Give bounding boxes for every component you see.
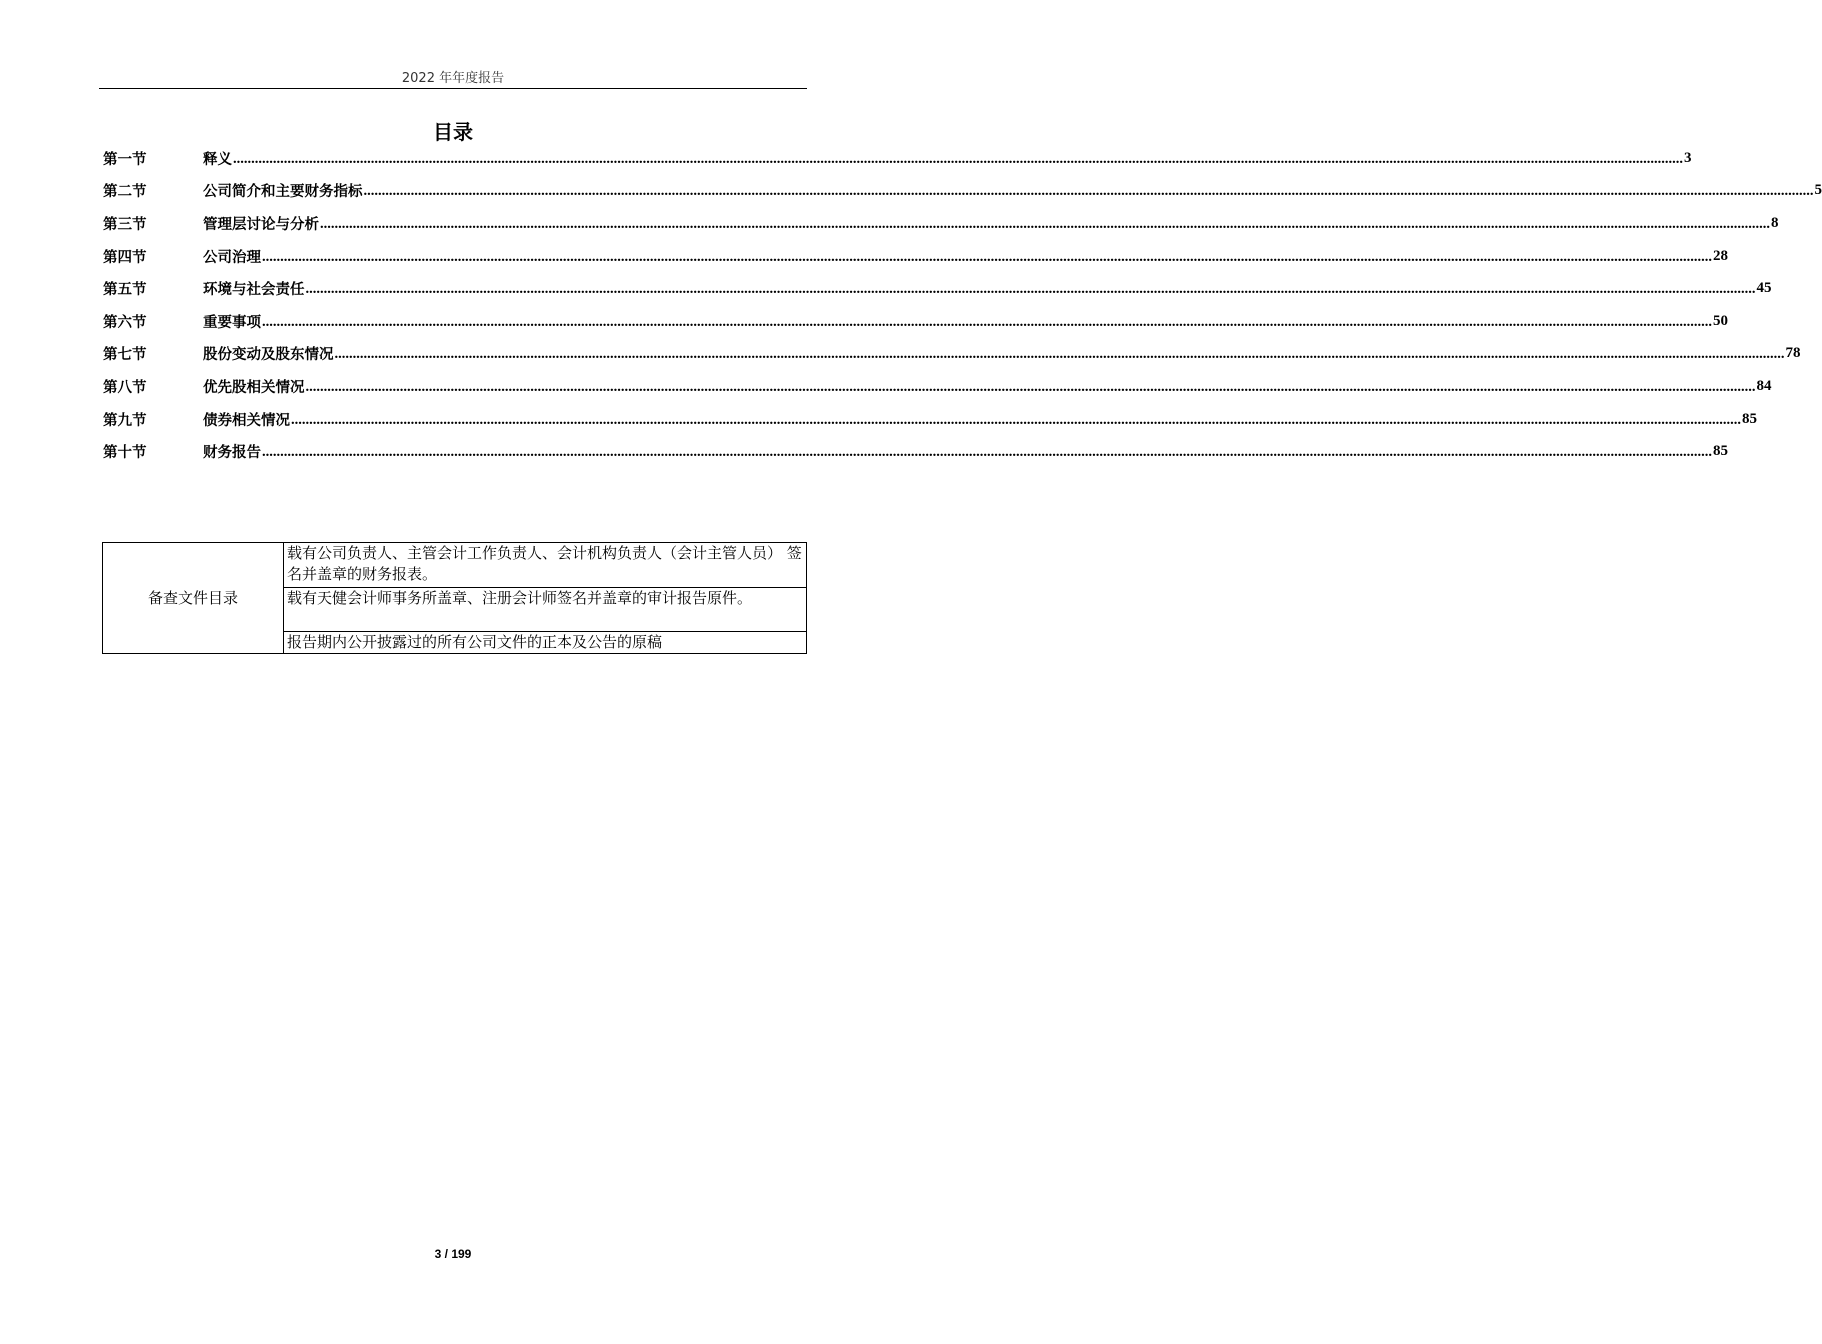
toc-page-number: 45	[1756, 280, 1772, 297]
reference-file-item: 报告期内公开披露过的所有公司文件的正本及公告的原稿	[284, 632, 807, 654]
toc-page-number: 84	[1756, 377, 1772, 394]
toc-entry[interactable]	[103, 175, 1822, 208]
header-divider	[99, 88, 807, 89]
toc-leader-dots: ................................................................................................................................................................................................................................................................................................................................................................................................................	[320, 215, 1770, 232]
toc-entry[interactable]	[103, 403, 1757, 436]
toc-section-name: 重要事项	[203, 314, 261, 331]
toc-section-name: 财务报告	[203, 445, 261, 462]
toc-section-number: 第二节	[103, 184, 147, 201]
table-row	[103, 543, 807, 588]
toc-entry[interactable]	[103, 370, 1772, 403]
toc-entry[interactable]	[103, 240, 1728, 273]
toc-section-number: 第七节	[103, 347, 147, 364]
toc-section-number: 第三节	[103, 216, 147, 233]
toc-page-number: 78	[1785, 345, 1801, 362]
toc-section-number: 第一节	[103, 151, 147, 168]
toc-leader-dots: ................................................................................................................................................................................................................................................................................................................................................................................................................	[305, 281, 1756, 298]
toc-section-number: 第五节	[103, 282, 147, 299]
toc-page-number: 8	[1771, 214, 1779, 231]
page-indicator: 3 / 199	[434, 1247, 472, 1261]
toc-page-number: 3	[1684, 149, 1692, 166]
toc-page-number: 28	[1713, 247, 1728, 264]
toc-section-name: 公司治理	[203, 249, 261, 266]
toc-page-number: 5	[1814, 182, 1822, 199]
toc-section-number: 第十节	[103, 445, 147, 462]
toc-entry[interactable]	[103, 142, 1692, 175]
toc-leader-dots: ................................................................................................................................................................................................................................................................................................................................................................................................................	[291, 411, 1741, 428]
toc-leader-dots: ................................................................................................................................................................................................................................................................................................................................................................................................................	[233, 150, 1683, 167]
toc-entry[interactable]	[103, 305, 1728, 338]
toc-section-number: 第六节	[103, 314, 147, 331]
toc-page-number: 50	[1713, 312, 1728, 329]
toc-leader-dots: ................................................................................................................................................................................................................................................................................................................................................................................................................	[262, 313, 1712, 330]
toc-entry[interactable]	[103, 338, 1801, 371]
toc-section-name: 债券相关情况	[203, 412, 290, 429]
toc-section-name: 环境与社会责任	[203, 282, 305, 299]
toc-section-name: 公司简介和主要财务指标	[203, 184, 363, 201]
toc-page-number: 85	[1742, 410, 1757, 427]
reference-files-label: 备查文件目录	[103, 543, 284, 654]
reference-files-table	[102, 542, 807, 654]
toc-entry[interactable]	[103, 435, 1728, 468]
toc-section-name: 优先股相关情况	[203, 379, 305, 396]
report-header-title: 2022 年年度报告	[401, 71, 505, 86]
table-of-contents	[103, 142, 1822, 468]
toc-leader-dots: ................................................................................................................................................................................................................................................................................................................................................................................................................	[262, 444, 1712, 461]
toc-section-number: 第九节	[103, 412, 147, 429]
toc-section-number: 第八节	[103, 379, 147, 396]
toc-leader-dots: ................................................................................................................................................................................................................................................................................................................................................................................................................	[262, 248, 1712, 265]
toc-leader-dots: ................................................................................................................................................................................................................................................................................................................................................................................................................	[305, 378, 1756, 395]
toc-section-name: 管理层讨论与分析	[203, 216, 319, 233]
toc-section-name: 股份变动及股东情况	[203, 347, 334, 364]
reference-file-item: 载有公司负责人、主管会计工作负责人、会计机构负责人（会计主管人员） 签名并盖章的财务报表。	[284, 543, 807, 588]
toc-section-number: 第四节	[103, 249, 147, 266]
toc-leader-dots: ................................................................................................................................................................................................................................................................................................................................................................................................................	[334, 346, 1785, 363]
toc-title: 目录	[433, 120, 473, 144]
toc-entry[interactable]	[103, 207, 1779, 240]
toc-page-number: 85	[1713, 443, 1728, 460]
toc-leader-dots: ................................................................................................................................................................................................................................................................................................................................................................................................................	[363, 183, 1814, 200]
toc-section-name: 释义	[203, 151, 232, 168]
toc-entry[interactable]	[103, 272, 1772, 305]
reference-file-item: 载有天健会计师事务所盖章、注册会计师签名并盖章的审计报告原件。	[284, 588, 807, 632]
